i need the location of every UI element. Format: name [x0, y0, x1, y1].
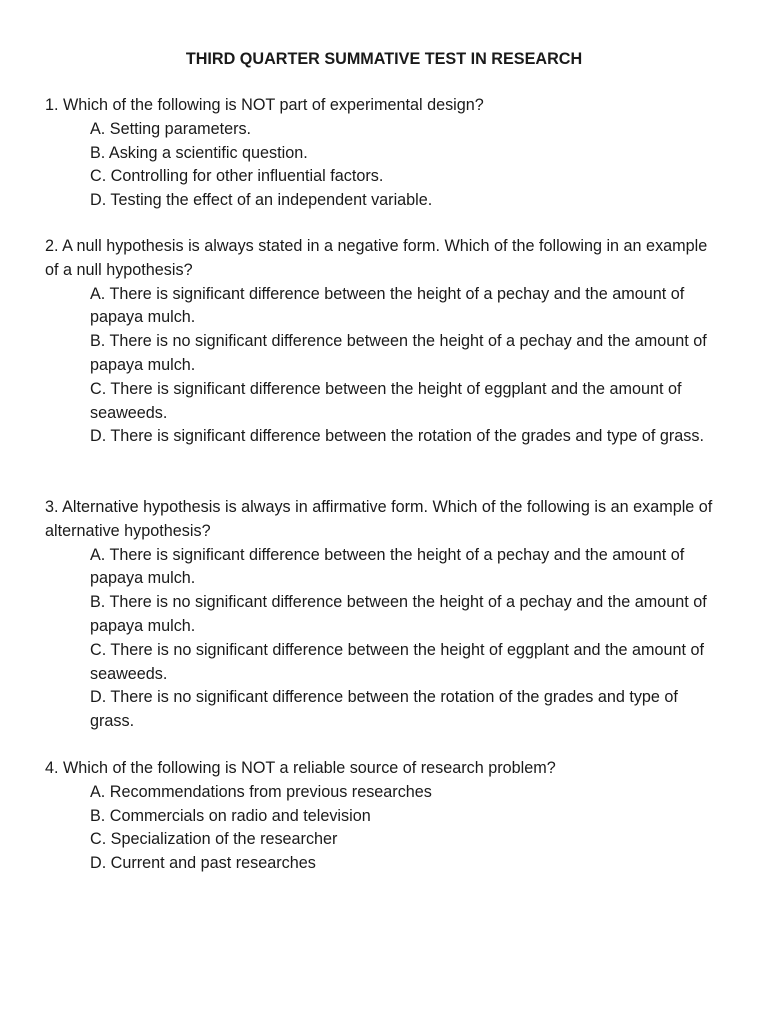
- question-3-option-a: A. There is significant difference between the height of a pechay and the amount of papaya mulch.: [90, 545, 685, 588]
- question-2-stem: 2. A null hypothesis is always stated in a negative form. Which of the following in an example of a null hypothesis?: [45, 237, 708, 279]
- question-4-options: [45, 781, 735, 876]
- question-1-options: [45, 118, 735, 213]
- question-4-option-d: D. Current and past researches: [90, 854, 316, 873]
- question-3-stem: 3. Alternative hypothesis is always in affirmative form. Which of the following is an example of alternative hypothesis?: [45, 498, 713, 540]
- question-3: [45, 496, 725, 734]
- question-3-option-c: C. There is no significant difference between the height of eggplant and the amount of seaweeds.: [90, 640, 705, 683]
- document-title: THIRD QUARTER SUMMATIVE TEST IN RESEARCH: [185, 50, 583, 68]
- question-1: [45, 94, 735, 213]
- question-3-options: [45, 544, 725, 734]
- question-4-option-c: C. Specialization of the researcher: [90, 830, 338, 849]
- question-4: [45, 757, 735, 876]
- question-2-option-c: C. There is significant difference between the height of eggplant and the amount of seaweeds.: [90, 379, 682, 422]
- question-1-option-b: B. Asking a scientific question.: [90, 143, 308, 162]
- question-2-option-b: B. There is no significant difference between the height of a pechay and the amount of papaya mulch.: [90, 332, 707, 374]
- question-4-stem: 4. Which of the following is NOT a reliable source of research problem?: [45, 759, 556, 777]
- question-4-option-a: A. Recommendations from previous researches: [90, 782, 432, 801]
- question-2-options: [45, 283, 725, 450]
- question-2: [45, 235, 725, 449]
- question-1-option-d: D. Testing the effect of an independent variable.: [90, 191, 433, 210]
- question-1-option-a: A. Setting parameters.: [90, 119, 252, 138]
- question-2-option-d: D. There is significant difference between the rotation of the grades and type of grass.: [90, 427, 704, 446]
- question-3-option-d: D. There is no significant difference between the rotation of the grades and type of grass.: [90, 688, 678, 731]
- question-4-option-b: B. Commercials on radio and television: [90, 806, 371, 825]
- question-2-option-a: A. There is significant difference between the height of a pechay and the amount of papaya mulch.: [90, 284, 685, 327]
- question-3-option-b: B. There is no significant difference between the height of a pechay and the amount of papaya mulch.: [90, 593, 707, 635]
- question-1-option-c: C. Controlling for other influential factors.: [90, 167, 384, 186]
- question-1-stem: 1. Which of the following is NOT part of experimental design?: [45, 96, 484, 114]
